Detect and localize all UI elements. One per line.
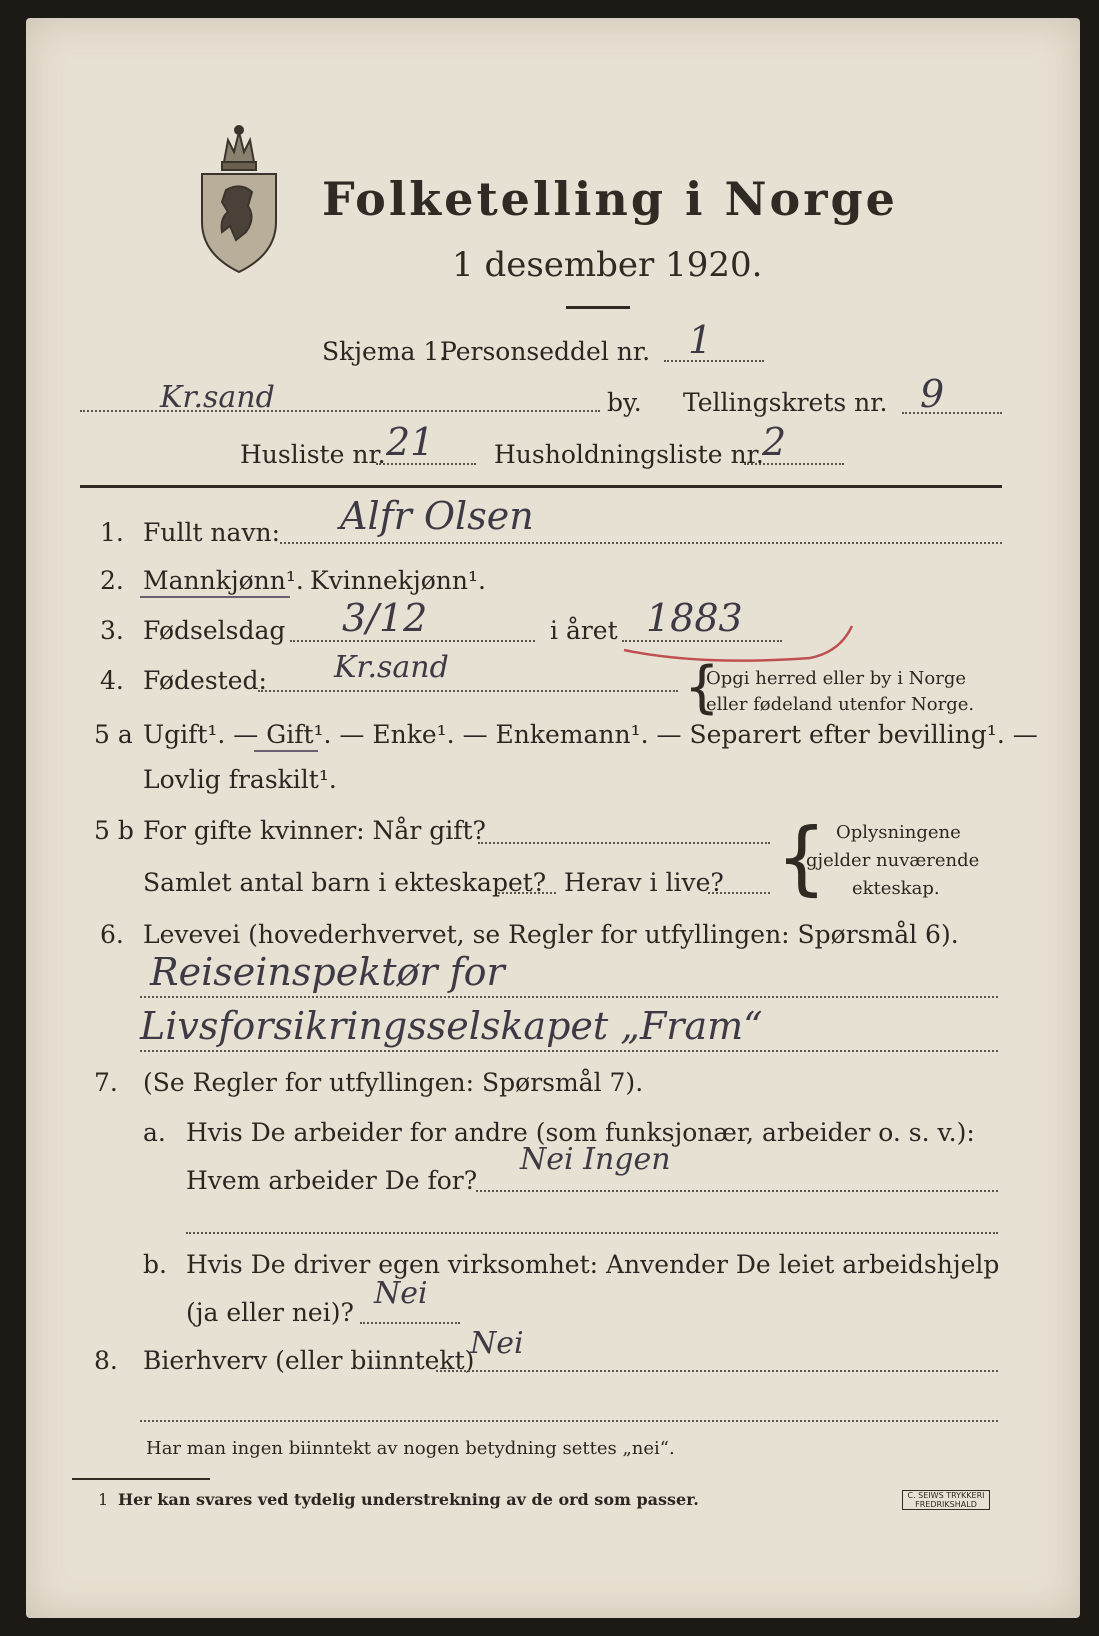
q4-note-line1: Opgi herred eller by i Norge bbox=[706, 668, 967, 689]
q5a-gift-underline bbox=[254, 750, 318, 752]
q1-line bbox=[280, 542, 1002, 544]
title-divider bbox=[566, 306, 630, 309]
q4-line bbox=[258, 690, 678, 692]
q3-number: 3. bbox=[100, 616, 124, 645]
husholdning-label: Husholdningsliste nr. bbox=[494, 440, 764, 469]
q7b-letter: b. bbox=[143, 1250, 167, 1279]
husliste-label: Husliste nr. bbox=[240, 440, 386, 469]
personseddel-value[interactable]: 1 bbox=[688, 318, 713, 362]
q2-male-option[interactable]: Mannkjønn¹. bbox=[143, 566, 304, 595]
q7b-hired-help-value[interactable]: Nei bbox=[374, 1276, 428, 1311]
q7b-text-line1: Hvis De driver egen virksomhet: Anvender De leiet arbeidshjelp bbox=[186, 1250, 1000, 1279]
q6-line1 bbox=[140, 996, 998, 998]
q8-number: 8. bbox=[94, 1346, 118, 1375]
q1-number: 1. bbox=[100, 518, 124, 547]
q4-note-line2: eller fødeland utenfor Norge. bbox=[706, 694, 975, 715]
q1-full-name-value[interactable]: Alfr Olsen bbox=[340, 494, 534, 538]
tellingskrets-value[interactable]: 9 bbox=[920, 372, 945, 416]
q3-year-value[interactable]: 1883 bbox=[646, 596, 743, 640]
q5a-number: 5 a bbox=[94, 720, 133, 749]
q5b-note-line3: ekteskap. bbox=[852, 878, 940, 899]
q7-number: 7. bbox=[94, 1068, 118, 1097]
q7a-employer-value[interactable]: Nei Ingen bbox=[520, 1142, 671, 1177]
q3-label: Fødselsdag bbox=[143, 616, 286, 645]
q5b-alive-line bbox=[708, 892, 770, 894]
skjema-label: Skjema 1. bbox=[322, 337, 448, 366]
q6-number: 6. bbox=[100, 920, 124, 949]
printer-stamp-line1: C. SEIWS TRYKKERI bbox=[907, 1491, 985, 1500]
q5b-when-married-line bbox=[478, 842, 770, 844]
red-pencil-mark bbox=[620, 622, 860, 662]
footnote-marker: 1 bbox=[98, 1490, 109, 1509]
q3-day-line bbox=[290, 640, 535, 642]
q6-label: Levevei (hovederhvervet, se Regler for utfyllingen: Spørsmål 6). bbox=[143, 920, 959, 949]
q5b-brace: { bbox=[776, 811, 827, 904]
husholdning-value[interactable]: 2 bbox=[762, 420, 787, 464]
q2-female-option[interactable]: Kvinnekjønn¹. bbox=[310, 566, 486, 595]
q2-male-underline bbox=[140, 596, 290, 598]
tellingskrets-label: Tellingskrets nr. bbox=[683, 388, 888, 417]
norway-coat-of-arms-icon bbox=[196, 122, 282, 274]
form-title: Folketelling i Norge bbox=[322, 172, 898, 226]
q1-label: Fullt navn: bbox=[143, 518, 281, 547]
q5a-divorced-option[interactable]: Lovlig fraskilt¹. bbox=[143, 765, 337, 794]
q2-number: 2. bbox=[100, 566, 124, 595]
personseddel-line bbox=[664, 360, 764, 362]
q3-birthday-value[interactable]: 3/12 bbox=[342, 596, 428, 640]
husliste-value[interactable]: 21 bbox=[386, 420, 435, 464]
q7a-text-line1: Hvis De arbeider for andre (som funksjonær, arbeider o. s. v.): bbox=[186, 1118, 975, 1147]
q7a-text-line2: Hvem arbeider De for? bbox=[186, 1166, 478, 1195]
q5b-when-married-label: For gifte kvinner: Når gift? bbox=[143, 816, 486, 845]
q7b-line bbox=[360, 1322, 460, 1324]
q7a-letter: a. bbox=[143, 1118, 166, 1147]
q4-birthplace-value[interactable]: Kr.sand bbox=[334, 650, 449, 685]
tellingskrets-line bbox=[902, 412, 1002, 414]
by-label: by. bbox=[607, 388, 642, 417]
q5b-note-line2: gjelder nuværende bbox=[806, 850, 980, 871]
header-rule bbox=[80, 485, 1002, 488]
q3-year-label: i året bbox=[550, 616, 618, 645]
city-value[interactable]: Kr.sand bbox=[160, 380, 275, 415]
printer-stamp bbox=[902, 1490, 990, 1510]
q4-number: 4. bbox=[100, 666, 124, 695]
q7-label: (Se Regler for utfyllingen: Spørsmål 7). bbox=[143, 1068, 644, 1097]
q7a-line1 bbox=[476, 1190, 998, 1192]
census-date: 1 desember 1920. bbox=[452, 245, 763, 285]
q5a-marital-options[interactable]: Ugift¹. — Gift¹. — Enke¹. — Enkemann¹. — Separert efter bevilling¹. — bbox=[143, 720, 1038, 749]
q8-line1 bbox=[436, 1370, 998, 1372]
printer-stamp-line2: FREDRIKSHALD bbox=[915, 1500, 977, 1509]
q8-line2 bbox=[140, 1420, 998, 1422]
city-line bbox=[80, 410, 600, 412]
q5b-note-line1: Oplysningene bbox=[836, 822, 961, 843]
q6-occupation-value-line1[interactable]: Reiseinspektør for bbox=[150, 950, 505, 994]
q5b-children-label: Samlet antal barn i ekteskapet? bbox=[143, 868, 547, 897]
footnote-rule bbox=[72, 1478, 210, 1480]
husholdning-line bbox=[744, 463, 844, 465]
q7a-line2 bbox=[186, 1232, 998, 1234]
q5b-children-line bbox=[498, 892, 556, 894]
q6-occupation-value-line2[interactable]: Livsforsikringsselskapet „Fram“ bbox=[140, 1004, 763, 1048]
q7b-text-line2: (ja eller nei)? bbox=[186, 1298, 354, 1327]
q4-brace: { bbox=[684, 655, 720, 720]
q4-label: Fødested: bbox=[143, 666, 267, 695]
q5b-number: 5 b bbox=[94, 816, 134, 845]
q6-line2 bbox=[140, 1050, 998, 1052]
q8-label: Bierhverv (eller biinntekt) bbox=[143, 1346, 475, 1375]
q8-side-income-value[interactable]: Nei bbox=[470, 1326, 524, 1361]
footnote-text: Her kan svares ved tydelig understrekning av de ord som passer. bbox=[118, 1490, 699, 1509]
q5b-alive-label: Herav i live? bbox=[564, 868, 724, 897]
personseddel-label: Personseddel nr. bbox=[440, 337, 651, 366]
q8-note: Har man ingen biinntekt av nogen betydning settes „nei“. bbox=[146, 1438, 675, 1459]
